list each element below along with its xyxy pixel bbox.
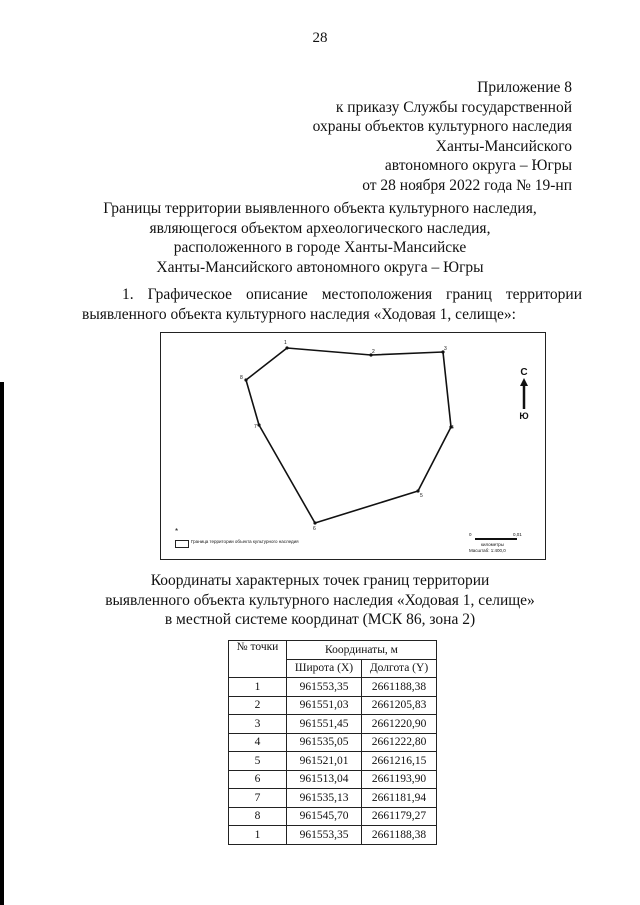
cell-latitude: 961535,13 [287, 789, 362, 808]
scale-ratio-label: Масштаб: 1:400,0 [469, 548, 506, 553]
title-line: Ханты-Мансийского автономного округа – Югры [156, 258, 484, 276]
appendix-block [313, 78, 572, 195]
appendix-line: автономного округа – Югры [384, 157, 572, 174]
appendix-line: от 28 ноября 2022 года № 19-нп [362, 176, 572, 194]
cell-point-number: 1 [229, 826, 287, 845]
vertex-label: 5 [420, 493, 423, 499]
legend-marker: * [175, 527, 179, 536]
coordinates-table [228, 640, 437, 845]
cell-latitude: 961551,03 [287, 696, 362, 715]
cell-latitude: 961553,35 [287, 826, 362, 845]
section-1-heading [82, 285, 582, 324]
cell-longitude: 2661216,15 [362, 752, 437, 771]
compass-north-label: С [520, 367, 528, 378]
cell-latitude: 961553,35 [287, 678, 362, 697]
table-row [229, 789, 437, 808]
cell-longitude: 2661222,80 [362, 733, 437, 752]
cell-point-number: 1 [229, 678, 287, 697]
section-1-line: 1. Графическое описание местоположения границ территории [122, 286, 582, 303]
table-row [229, 678, 437, 697]
cell-longitude: 2661181,94 [362, 789, 437, 808]
title-line: расположенного в городе Ханты-Мансийске [173, 239, 467, 256]
scan-edge-bar [0, 382, 4, 905]
scale-max-label: 0,01 [513, 532, 522, 537]
vertex-1 [284, 340, 289, 350]
cell-longitude: 2661188,38 [362, 826, 437, 845]
map-legend [171, 527, 331, 551]
table-row [229, 770, 437, 789]
cell-longitude: 2661188,38 [362, 678, 437, 697]
vertex-5 [416, 489, 423, 499]
cell-latitude: 961551,45 [287, 715, 362, 734]
vertex-8 [240, 375, 248, 382]
vertex-label: 6 [313, 526, 316, 532]
cell-point-number: 3 [229, 715, 287, 734]
header-longitude: Долгота (Y) [362, 659, 437, 678]
cell-point-number: 8 [229, 807, 287, 826]
vertex-label: 7 [254, 424, 257, 430]
vertex-label: 4 [451, 425, 454, 431]
cell-latitude: 961545,70 [287, 807, 362, 826]
cell-point-number: 7 [229, 789, 287, 808]
table-row [229, 826, 437, 845]
appendix-line: к приказу Службы государственной [335, 98, 572, 116]
compass-south-label: Ю [519, 411, 529, 421]
coordinates-title-line: в местной системе координат (МСК 86, зона 2) [164, 611, 476, 628]
table-row [229, 752, 437, 771]
cell-point-number: 4 [229, 733, 287, 752]
vertex-4 [449, 425, 454, 431]
table-row [229, 696, 437, 715]
table-row [229, 807, 437, 826]
table-header-row [229, 641, 437, 660]
table-row [229, 733, 437, 752]
vertex-label: 3 [444, 346, 447, 352]
vertex-label: 1 [284, 340, 287, 346]
cell-point-number: 5 [229, 752, 287, 771]
page-number: 28 [312, 30, 328, 46]
vertex-3 [441, 346, 447, 354]
map-scale-bar [469, 529, 541, 555]
title-line: являющегося объектом археологического наследия, [149, 219, 491, 237]
header-latitude: Широта (X) [287, 659, 362, 678]
legend-text: Граница территории объекта культурного наследия [191, 539, 299, 544]
cell-latitude: 961513,04 [287, 770, 362, 789]
cell-latitude: 961535,05 [287, 733, 362, 752]
cell-longitude: 2661193,90 [362, 770, 437, 789]
cell-point-number: 2 [229, 696, 287, 715]
vertex-label: 2 [372, 349, 375, 355]
appendix-line: Ханты-Мансийского [435, 137, 572, 155]
header-point-number: № точки [229, 641, 287, 678]
north-arrow [515, 367, 533, 423]
cell-longitude: 2661179,27 [362, 807, 437, 826]
title-line: Границы территории выявленного объекта культурного наследия, [103, 200, 537, 217]
scale-zero-label: 0 [469, 532, 472, 537]
boundary-map-svg [161, 333, 545, 559]
coordinates-title-line: Координаты характерных точек границ территории [150, 572, 490, 589]
vertex-label: 8 [240, 375, 243, 381]
cell-point-number: 6 [229, 770, 287, 789]
scale-bar-line [475, 538, 517, 540]
boundary-map [160, 332, 546, 560]
appendix-line: охраны объектов культурного наследия [312, 118, 572, 135]
legend-swatch [175, 540, 189, 548]
document-title [60, 199, 580, 277]
cell-latitude: 961521,01 [287, 752, 362, 771]
header-coordinates: Координаты, м [287, 641, 437, 660]
coordinates-title-line: выявленного объекта культурного наследия «Ходовая 1, селище» [105, 591, 535, 609]
section-1-line: выявленного объекта культурного наследия «Ходовая 1, селище»: [82, 305, 516, 323]
scale-unit-label: километры [481, 542, 504, 547]
table-row [229, 715, 437, 734]
coordinates-title [60, 571, 580, 630]
cell-longitude: 2661205,83 [362, 696, 437, 715]
cell-longitude: 2661220,90 [362, 715, 437, 734]
appendix-line: Приложение 8 [477, 79, 572, 96]
